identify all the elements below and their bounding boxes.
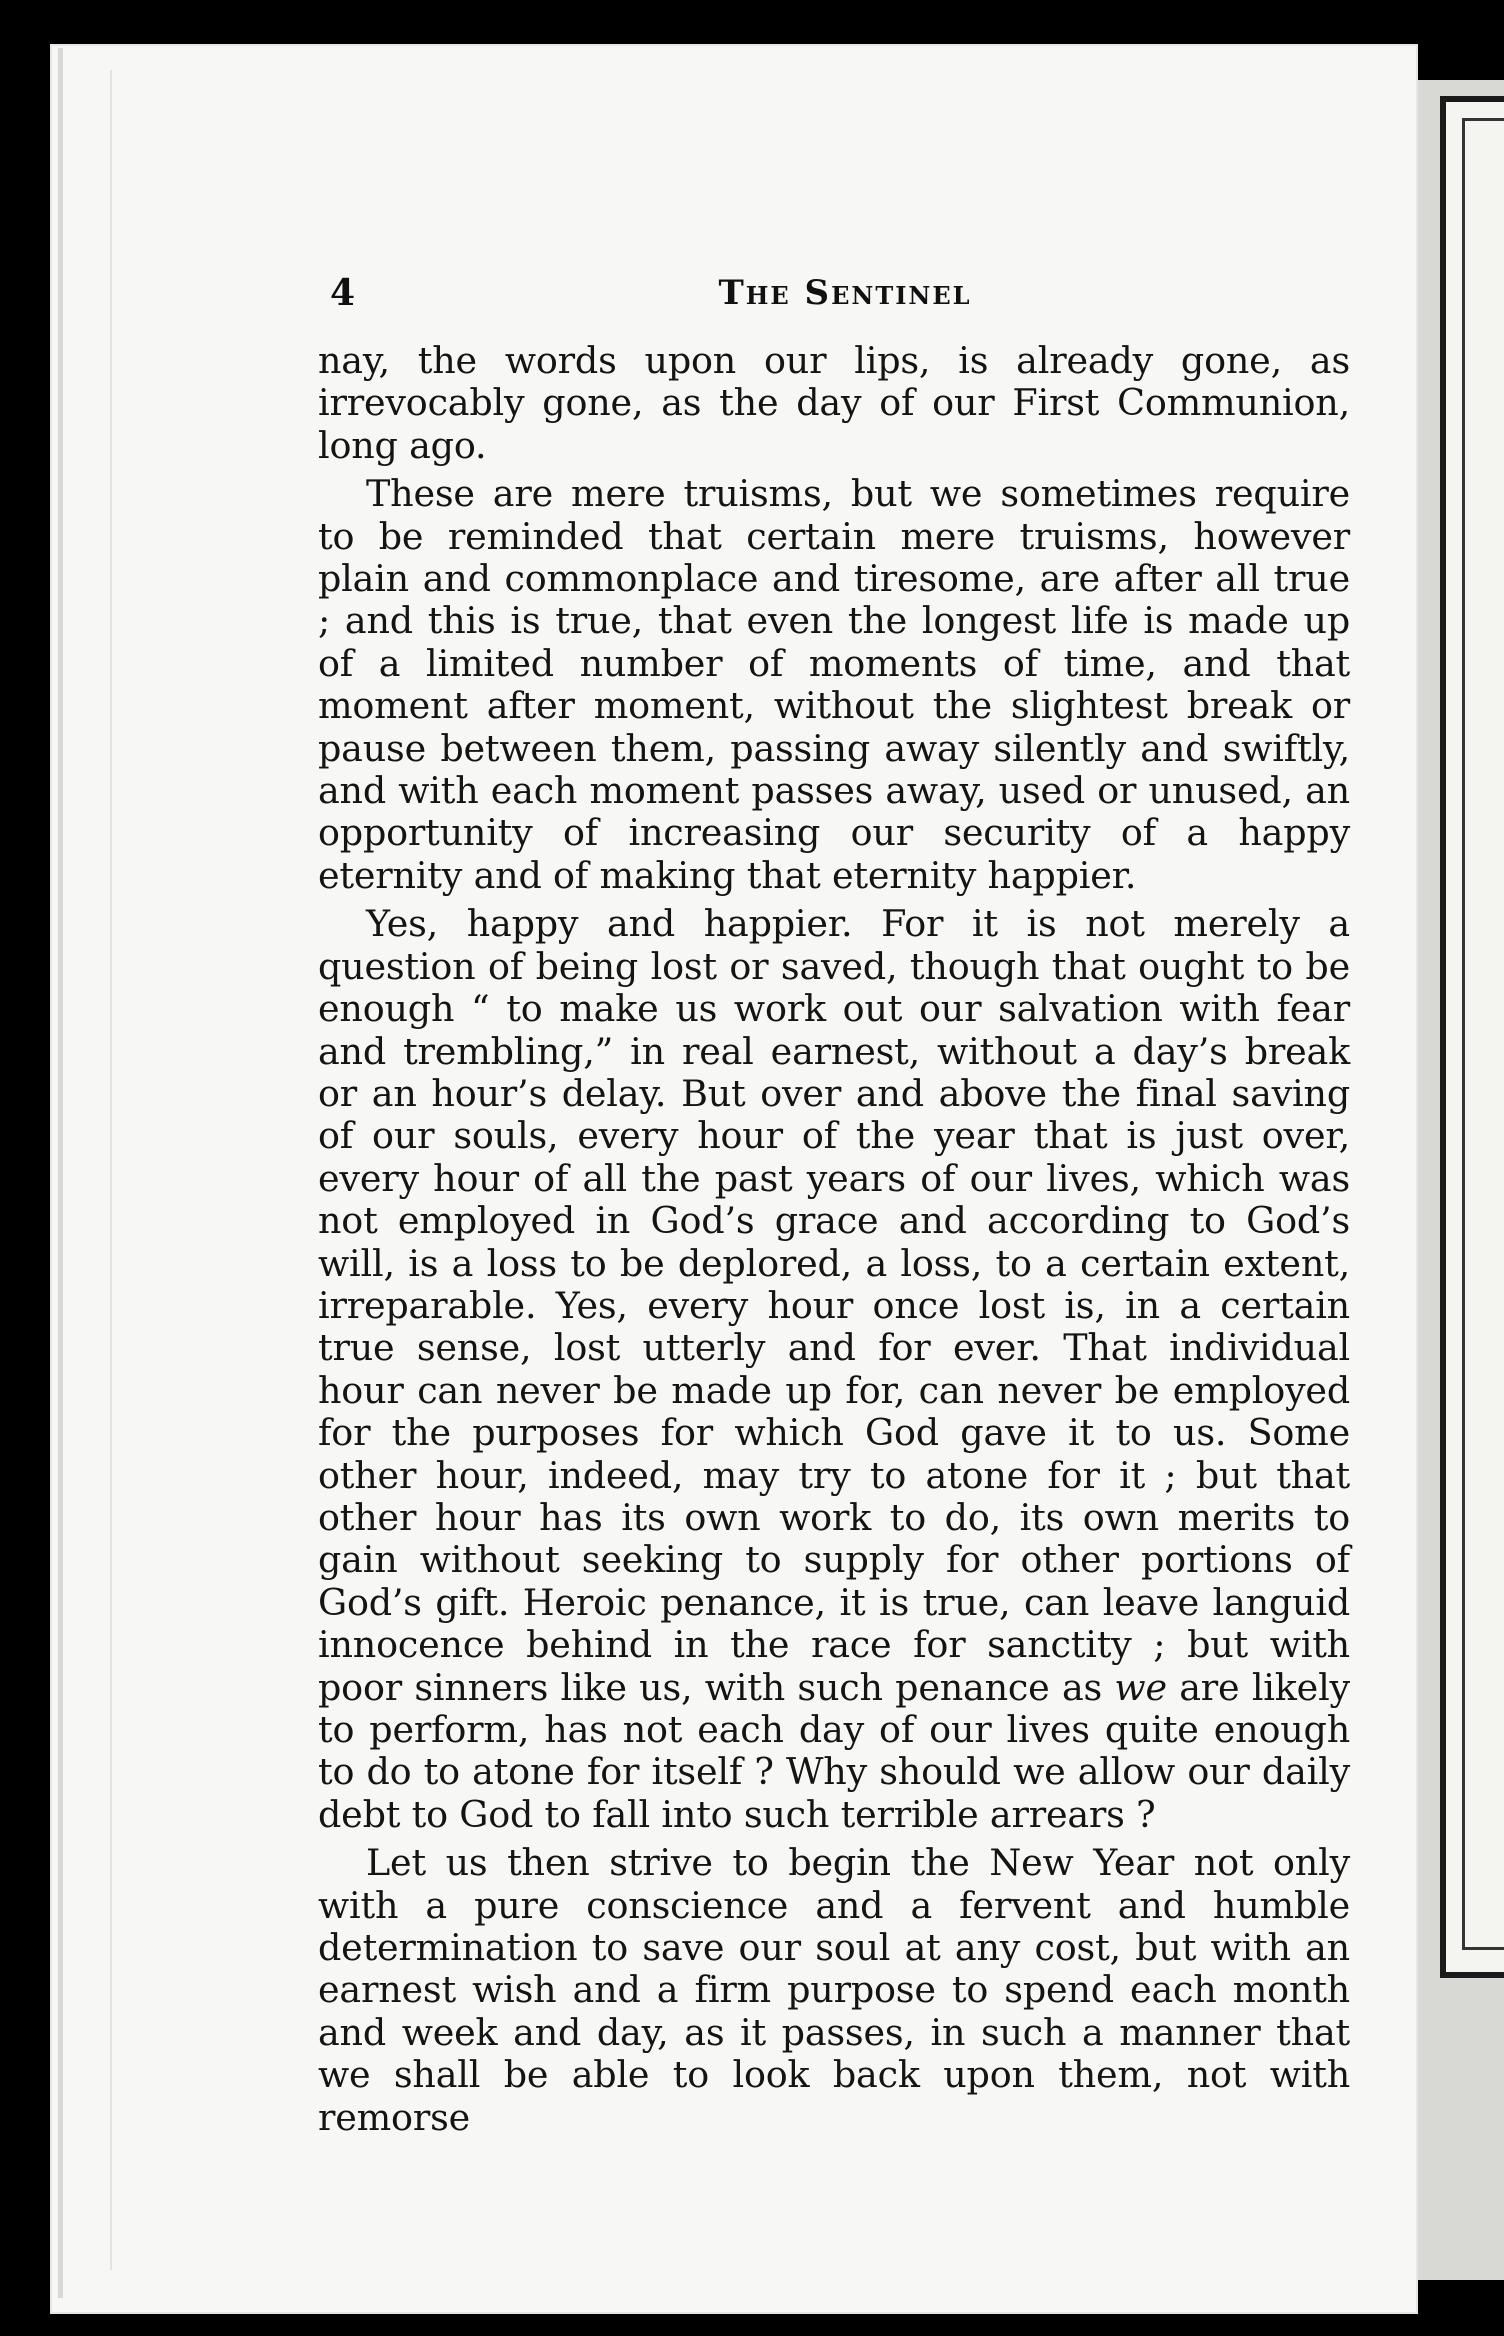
- paragraph-3: [318, 903, 1350, 1836]
- running-head: [330, 268, 1360, 318]
- facing-page-inner-border: [1462, 118, 1504, 1950]
- paragraph-text: nay, the words upon our lips, is already gone, as irrevocably gone, as the day of our First Communion, long ago.: [318, 339, 1350, 467]
- running-title: The Sentinel: [718, 273, 972, 313]
- paragraph-text: Yes, happy and happier. For it is not merely a question of being lost or saved, though that ought to be enough “ to make us work out our salvation with fear and trembling,” in real earnest, without a day’s break or an hour’s delay. But over and above the final saving of our souls, every hour of the year that is just over, every hour of all the past years of our lives, which was not employed in God’s grace and according to God’s will, is a loss to be deplored, a loss, to a certain extent, irreparable. Yes, every hour once lost is, in a certain true sense, lost utterly and for ever. That individual hour can never be made up for, can never be employed for the purposes for which God gave it to us. Some other hour, indeed, may try to atone for it ; but that other hour has its own work to do, its own merits to gain without seeking to supply for other portions of God’s gift. Heroic penance, it is true, can leave languid innocence behind in the race for sanctity ; but with poor sinners like us, with such penance as: [318, 902, 1350, 1709]
- paragraph-4: [318, 1842, 1350, 2139]
- page-fold-line: [110, 70, 112, 2270]
- paragraph-2: [318, 473, 1350, 897]
- emphasis-word: we: [1114, 1665, 1167, 1709]
- body-text: [318, 340, 1350, 2145]
- paragraph-text: are likely to perform, has not each day of our lives quite enough to do to atone for itself ? Why should we allow our daily debt to God to fall into such terrible arrears ?: [318, 1665, 1350, 1836]
- page-number: 4: [330, 272, 356, 314]
- paragraph-1: [318, 340, 1350, 467]
- paragraph-text: Let us then strive to begin the New Year not only with a pure conscience and a fervent and humble determination to save our soul at any cost, but with an earnest wish and a firm purpose to spend each month and week and day, as it passes, in such a manner that we shall be able to look back upon them, not with remorse: [318, 1841, 1350, 2139]
- paragraph-text: These are mere truisms, but we sometimes require to be reminded that certain mere truisms, however plain and commonplace and tiresome, are after all true ; and this is true, that even the longest life is made up of a limited number of moments of time, and that moment after moment, without the slightest break or pause between them, passing away silently and swiftly, and with each moment passes away, used or unused, an opportunity of increasing our security of a happy eternity and of making that eternity happier.: [318, 472, 1350, 897]
- page-edge: [58, 48, 63, 2298]
